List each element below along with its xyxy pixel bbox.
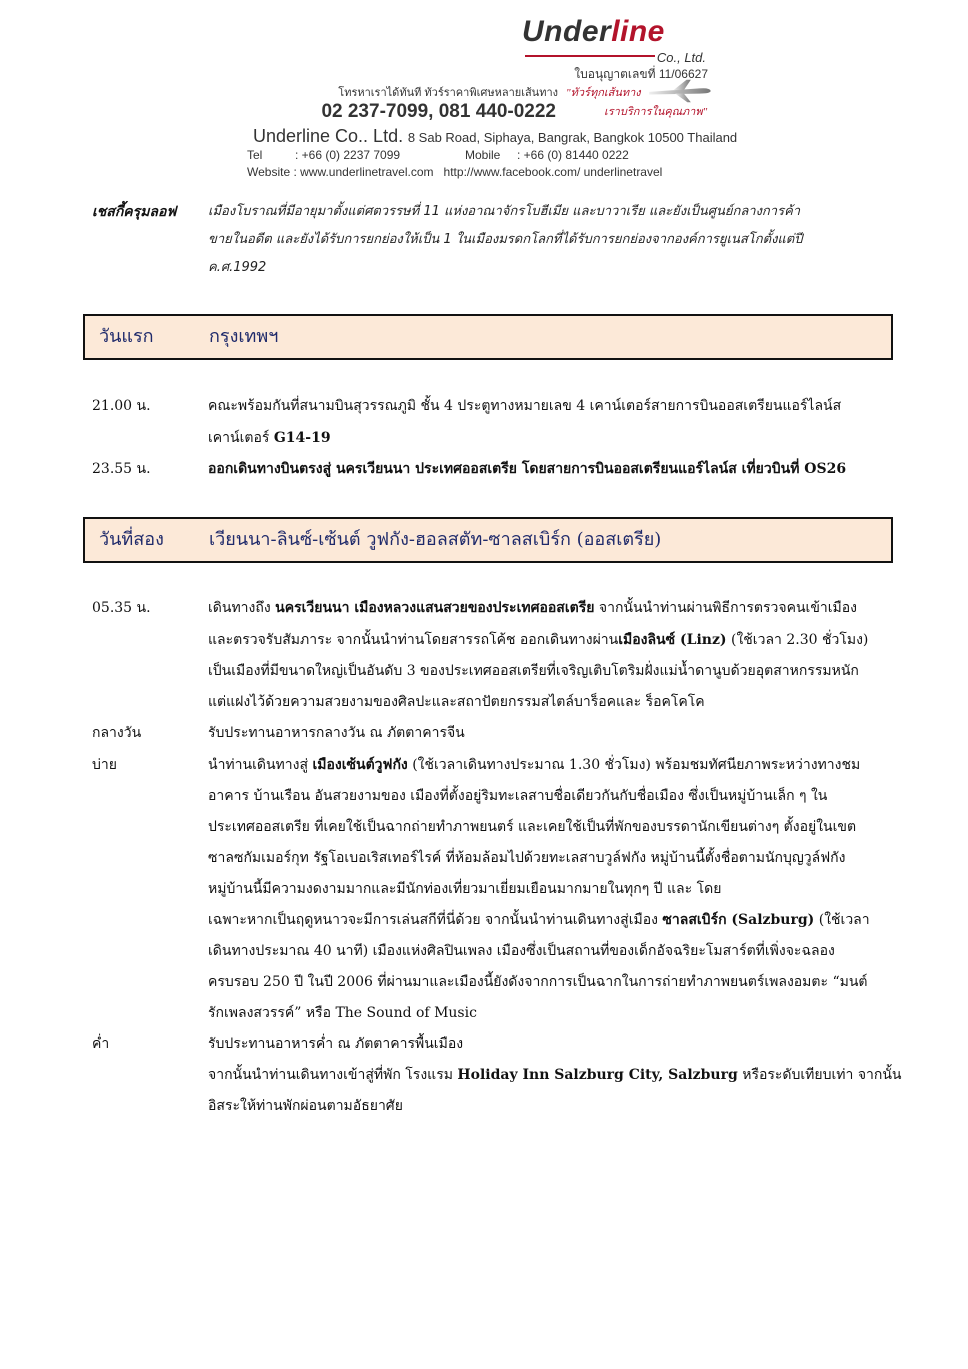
itinerary-line [208,880,721,898]
text-segment: เคาน์เตอร์ [208,430,274,446]
text-segment: คณะพร้อมกันที่สนามบินสุวรรณภูมิ ชั้น 4 ประตูทางหมายเลข 4 เคาน์เตอร์สายการบินออสเตรียนแอร์ไลน์ส [208,398,842,414]
day-number: วันที่สอง [99,529,164,550]
intro-line: เมืองโบราณที่มีอายุมาตั้งแต่ศตวรรษที่ 11 แห่งอาณาจักรโบฮีเมีย และบาวาเรีย และยังเป็นศูนย์กลางการค้า [208,204,801,219]
itinerary-line [208,631,868,649]
text-segment: และตรวจรับสัมภาระ จากนั้นนำท่านโดยสารรถโค้ช ออกเดินทางผ่าน [208,632,619,648]
day-title: เวียนนา-ลินซ์-เซ้นต์ วูฟกัง-ฮอลสตัท-ซาลสเบิร์ก (ออสเตรีย) [209,529,662,550]
highlight-text: G14-19 [273,430,331,446]
text-segment: อิสระให้ท่านพักผ่อนตามอัธยาศัย [208,1098,403,1114]
text-segment: เป็นเมืองที่มีขนาดใหญ่เป็นอันดับ 3 ของประเทศออสเตรียที่เจริญเติบโตริมฝั่งแม่น้ำดานูบด้วยอุตสาหกรรมหนัก [208,663,859,679]
text-segment: ครบรอบ 250 ปี ในปี 2006 ที่ผ่านมาและเมืองนี้ยังดังจากการเป็นฉากในการถ่ายทำภาพยนตร์เพลงอมตะ “มนต์ [208,974,868,990]
itinerary-line [208,429,331,447]
facebook-link[interactable]: http://www.facebook.com/ underlinetravel [443,165,663,179]
text-segment: (ใช้เวลา 2.30 ชั่วโมง) [726,632,869,648]
text-segment: รับประทานอาหารค่ำ ณ ภัตตาคารพื้นเมือง [208,1036,464,1052]
time-label: 21.00 น. [92,398,151,414]
company-address: Underline Co.. Ltd. 8 Sab Road, Siphaya, Bangrak, Bangkok 10500 Thailand [253,126,738,146]
promo-text: โทรหาเราได้ทันที ทัวร์ราคาพิเศษหลายเส้นทาง [338,87,558,99]
time-label: ค่ำ [92,1036,110,1052]
itinerary-line [208,911,870,929]
slogan-line-1: "ทัวร์ทุกเส้นทาง [566,87,641,99]
itinerary-line [208,724,465,742]
itinerary-line [208,460,846,478]
highlight-text: Holiday Inn Salzburg City, Salzburg [457,1067,738,1083]
text-segment: นำท่านเดินทางสู่ [208,757,313,773]
itinerary-line [208,662,859,680]
text-segment: จากนั้นนำท่านผ่านพิธีการตรวจคนเข้าเมือง [594,600,858,616]
text-segment: ซาลซกัมเมอร์กุท รัฐโอเบอเริสเทอร์ไรค์ ที่ห้อมล้อมไปด้วยทะเลสาบวูล์ฟกัง หมู่บ้านนี้ตั้งชื่อตามนักบุญวูล์ฟกัง [208,850,846,866]
contact-tel: Tel : +66 (0) 2237 7099 Mobile : +66 (0) 81440 0222 [247,148,629,162]
itinerary-line [208,1004,477,1022]
time-label: 23.55 น. [92,461,151,477]
intro-label: เชสกี้ครุมลอฟ [92,204,177,220]
license-number: ใบอนุญาตเลขที่ 11/06627 [574,67,708,81]
itinerary-line [208,973,868,991]
text-segment: เดินทางถึง [208,600,276,616]
itinerary-line [208,942,835,960]
text-segment: หรือระดับเทียบเท่า จากนั้น [737,1067,902,1083]
text-segment: หมู่บ้านนี้มีความงดงามมากและมีนักท่องเที่ยวมาเยี่ยมเยือนมากมายในทุกๆ ปี และ โดย [208,881,722,897]
itinerary-line [208,1035,463,1053]
text-segment: เฉพาะหากเป็นฤดูหนาวจะมีการเล่นสกีที่นี่ด้วย จากนั้นนำท่านเดินทางสู่เมือง [208,912,663,928]
itinerary-line [208,849,845,867]
text-segment: (ใช้เวลาเดินทางประมาณ 1.30 ชั่วโมง) พร้อมชมทัศนียภาพระหว่างทางชม [407,757,861,773]
highlight-text: เมืองลินซ์ (Linz) [618,632,727,648]
company-logo: Underline [522,15,665,48]
logo-underline [525,55,655,57]
website-link[interactable]: Website : www.underlinetravel.com [247,165,434,179]
text-segment: รักเพลงสวรรค์” หรือ The Sound of Music [208,1005,477,1021]
slogan-line-2: เราบริการในคุณภาพ" [604,106,708,118]
time-label: บ่าย [92,757,117,773]
intro-line: ค.ศ.1992 [208,260,267,275]
day-header [83,517,893,563]
highlight-text: ซาลสเบิร์ก (Salzburg) [662,912,815,928]
logo-subtitle: Co., Ltd. [656,50,706,65]
time-label: กลางวัน [92,725,142,741]
time-label: 05.35 น. [92,600,151,616]
text-segment: ประเทศออสเตรีย ที่เคยใช้เป็นฉากถ่ายทำภาพยนตร์ และเคยใช้เป็นที่พักของบรรดานักเขียนต่างๆ ตั้งอยู่ในเขต [208,819,857,835]
itinerary-line [208,756,860,774]
itinerary-line [208,599,857,617]
airplane-icon [645,78,715,104]
intro-line: ขายในอดีต และยังได้รับการยกย่องให้เป็น 1 ในเมืองมรดกโลกที่ได้รับการยกย่องจากองค์การยูเนสโกตั้งแต่ปี [208,232,803,247]
text-segment: อาคาร บ้านเรือน อันสวยงามของ เมืองที่ตั้งอยู่ริมทะเลสาบชื่อเดียวกันกับชื่อเมือง ซึ่งเป็นหมู่บ้านเล็ก ๆ ใน [208,788,828,804]
day-header [83,314,893,360]
highlight-text: เมืองเซ้นต์วูฟกัง [312,757,408,773]
text-segment: รับประทานอาหารกลางวัน ณ ภัตตาคารจีน [208,725,465,741]
text-segment: จากนั้นนำท่านเดินทางเข้าสู่ที่พัก โรงแรม [208,1067,458,1083]
phone-numbers: 02 237-7099, 081 440-0222 [321,101,556,122]
itinerary-line [208,787,827,805]
itinerary-line [208,397,841,415]
itinerary-line [208,1066,902,1084]
day-number: วันแรก [99,326,154,347]
itinerary-line [208,1097,403,1115]
text-segment: แต่แฝงไว้ด้วยความสวยงามของศิลปะและสถาปัตยกรรมสไตล์บาร็อคและ ร็อคโคโค [208,694,705,710]
text-segment: (ใช้เวลา [814,912,870,928]
itinerary-line [208,818,856,836]
highlight-text: ออกเดินทางบินตรงสู่ นครเวียนนา ประเทศออสเตรีย โดยสายการบินออสเตรียนแอร์ไลน์ส เที่ยวบินที่ OS26 [208,461,847,477]
text-segment: เดินทางประมาณ 40 นาที) เมืองแห่งศิลปินเพลง เมืองซึ่งเป็นสถานที่ของเด็กอัจฉริยะโมสาร์ตที่เพิ่งจะฉลอง [208,943,835,959]
itinerary-line [208,693,705,711]
day-title: กรุงเทพฯ [209,326,279,347]
contact-web [247,165,662,180]
highlight-text: นครเวียนนา เมืองหลวงแสนสวยของประเทศออสเตรีย [275,600,595,616]
